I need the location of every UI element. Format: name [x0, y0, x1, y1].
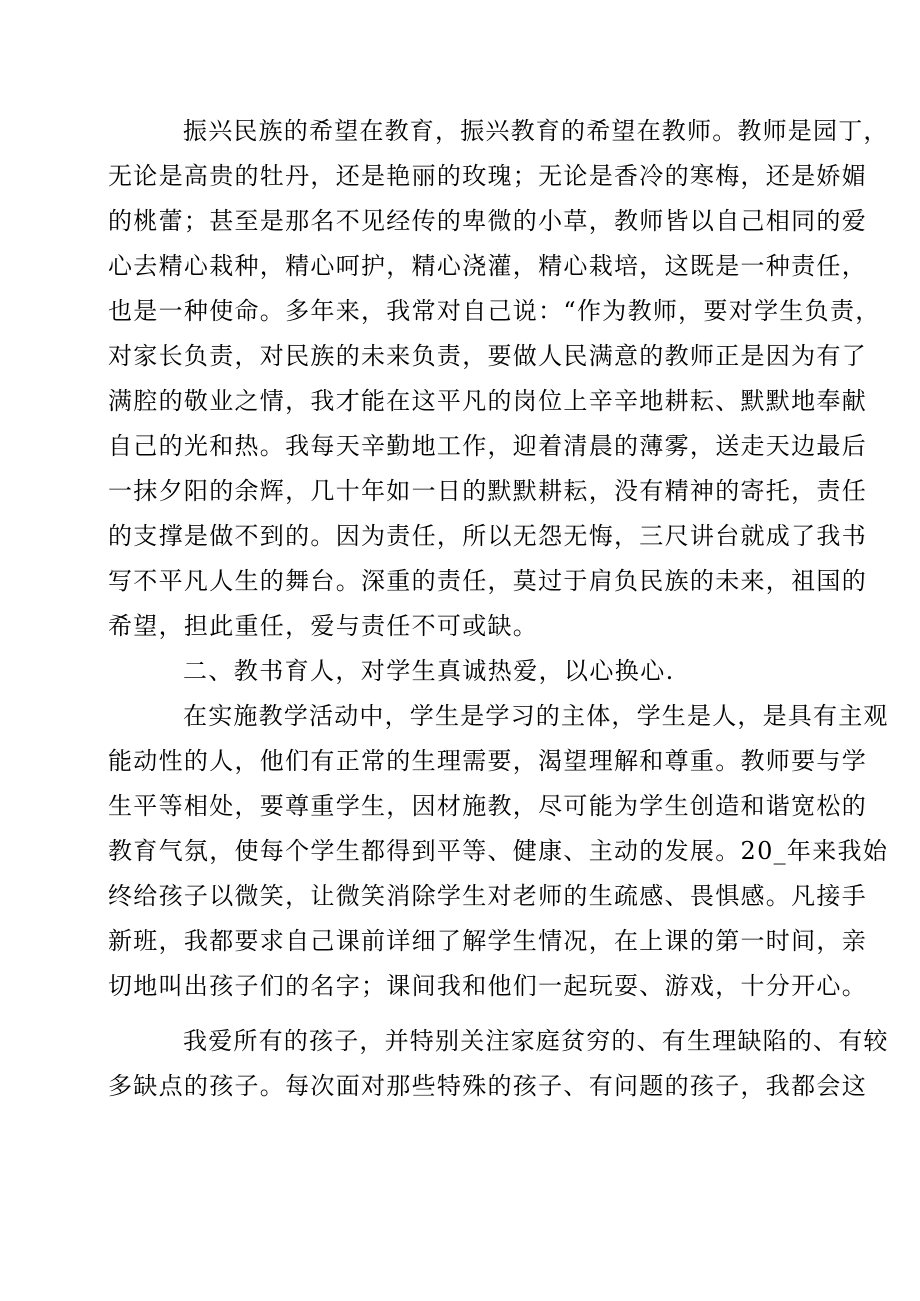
paragraph-1-line-5: 也是一种使命。多年来，我常对自己说：“作为教师，要对学生负责，	[108, 297, 881, 325]
paragraph-1-line-11: 写不平凡人生的舞台。深重的责任，莫过于肩负民族的未来，祖国的	[108, 567, 867, 595]
paragraph-2-line-2: 能动性的人，他们有正常的生理需要，渴望理解和尊重。教师要与学	[108, 747, 867, 775]
paragraph-1-line-9: 一抹夕阳的余辉，几十年如一日的默默耕耘，没有精神的寄托，责任	[108, 477, 867, 505]
paragraph-3-line-2: 多缺点的孩子。每次面对那些特殊的孩子、有问题的孩子，我都会这	[108, 1072, 867, 1100]
paragraph-1-line-8: 自己的光和热。我每天辛勤地工作，迎着清晨的薄雾，送走天边最后	[108, 432, 867, 460]
paragraph-1-line-4: 心去精心栽种，精心呵护，精心浇灌，精心栽培，这既是一种责任，	[108, 252, 867, 280]
paragraph-1-line-2: 无论是高贵的牡丹，还是艳丽的玫瑰；无论是香冷的寒梅，还是娇媚	[108, 162, 867, 190]
paragraph-1-line-12: 希望，担此重任，爱与责任不可或缺。	[108, 612, 539, 640]
paragraph-1-line-10: 的支撑是做不到的。因为责任，所以无怨无悔，三尺讲台就成了我书	[108, 522, 867, 550]
paragraph-2-line-5: 终给孩子以微笑，让微笑消除学生对老师的生疏感、畏惧感。凡接手	[108, 882, 867, 910]
paragraph-3-line-1: 我爱所有的孩子，并特别关注家庭贫穷的、有生理缺陷的、有较	[183, 1027, 889, 1055]
paragraph-2-line-3: 生平等相处，要尊重学生，因材施教，尽可能为学生创造和谐宽松的	[108, 792, 867, 820]
paragraph-2-line-7: 切地叫出孩子们的名字；课间我和他们一起玩耍、游戏，十分开心。	[108, 972, 867, 1000]
paragraph-2-line-1: 在实施教学活动中，学生是学习的主体，学生是人，是具有主观	[183, 702, 889, 730]
paragraph-2-line-4: 教育气氛，使每个学生都得到平等、健康、主动的发展。20_年来我始	[108, 837, 889, 865]
paragraph-1-line-6: 对家长负责，对民族的未来负责，要做人民满意的教师正是因为有了	[108, 342, 867, 370]
section-heading: 二、教书育人，对学生真诚热爱，以心换心.	[183, 657, 675, 685]
paragraph-1-line-7: 满腔的敬业之情，我才能在这平凡的岗位上辛辛地耕耘、默默地奉献	[108, 387, 867, 415]
paragraph-1-line-3: 的桃蕾；甚至是那名不见经传的卑微的小草，教师皆以自己相同的爱	[108, 207, 867, 235]
paragraph-2-line-6: 新班，我都要求自己课前详细了解学生情况，在上课的第一时间，亲	[108, 927, 867, 955]
paragraph-1-line-1: 振兴民族的希望在教育，振兴教育的希望在教师。教师是园丁，	[183, 117, 889, 145]
